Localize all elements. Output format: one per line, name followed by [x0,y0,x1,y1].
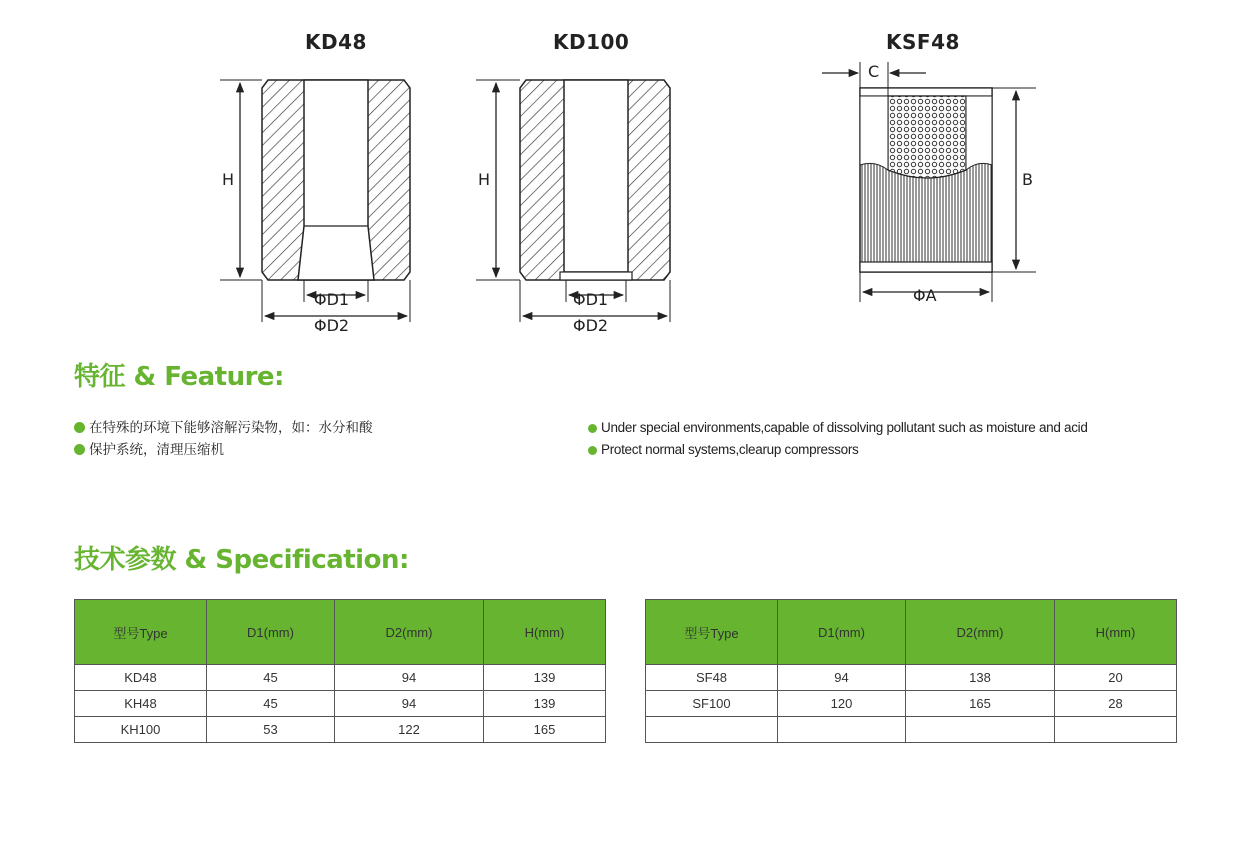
header-d2: D2(mm) [906,600,1055,665]
bullet-icon [74,422,85,433]
kd100-d1-label: ΦD1 [573,290,609,309]
feature-list-cn [74,417,373,461]
header-type: 型号Type [646,600,778,665]
table-row: SF100 120 165 28 [646,691,1177,717]
bullet-icon [588,446,597,455]
ksf48-title: KSF48 [886,30,960,54]
header-type: 型号Type [75,600,207,665]
table-row: SF48 94 138 20 [646,665,1177,691]
table-header-row [646,600,1177,665]
ksf48-c-label: C [868,62,880,81]
ksf48-b-label: B [1022,170,1033,189]
table-row: KD48 45 94 139 [75,665,606,691]
feature-item-en-2: Protect normal systems,clearup compressors [588,439,1088,461]
feature-item-cn-1: 在特殊的环境下能够溶解污染物，如：水分和酸 [74,417,373,439]
header-h: H(mm) [484,600,606,665]
kd48-h-label: H [222,170,235,189]
header-d1: D1(mm) [778,600,906,665]
table-header-row [75,600,606,665]
bullet-icon [588,424,597,433]
header-h: H(mm) [1055,600,1177,665]
bullet-icon [74,444,85,455]
kd48-drawing [220,80,410,322]
kd100-h-label: H [478,170,491,189]
feature-list-en [588,417,1088,461]
kd48-title: KD48 [305,30,367,54]
kd100-d2-label: ΦD2 [573,316,609,335]
ksf48-a-label: ΦA [913,286,937,305]
header-d2: D2(mm) [335,600,484,665]
spec-heading: 技术参数 & Specification: [74,545,409,575]
ksf48-drawing [822,62,1036,302]
feature-item-cn-2: 保护系统，清理压缩机 [74,439,373,461]
header-d1: D1(mm) [207,600,335,665]
spec-table-right [645,599,1177,743]
kd48-d2-label: ΦD2 [314,316,350,335]
kd100-title: KD100 [553,30,630,54]
kd100-drawing [476,80,670,322]
feature-heading: 特征 & Feature: [74,362,284,392]
table-row: KH48 45 94 139 [75,691,606,717]
feature-item-en-1: Under special environments,capable of dissolving pollutant such as moisture and acid [588,417,1088,439]
table-row: KH100 53 122 165 [75,717,606,743]
table-row [646,717,1177,743]
spec-table-left [74,599,606,743]
kd48-d1-label: ΦD1 [314,290,350,309]
